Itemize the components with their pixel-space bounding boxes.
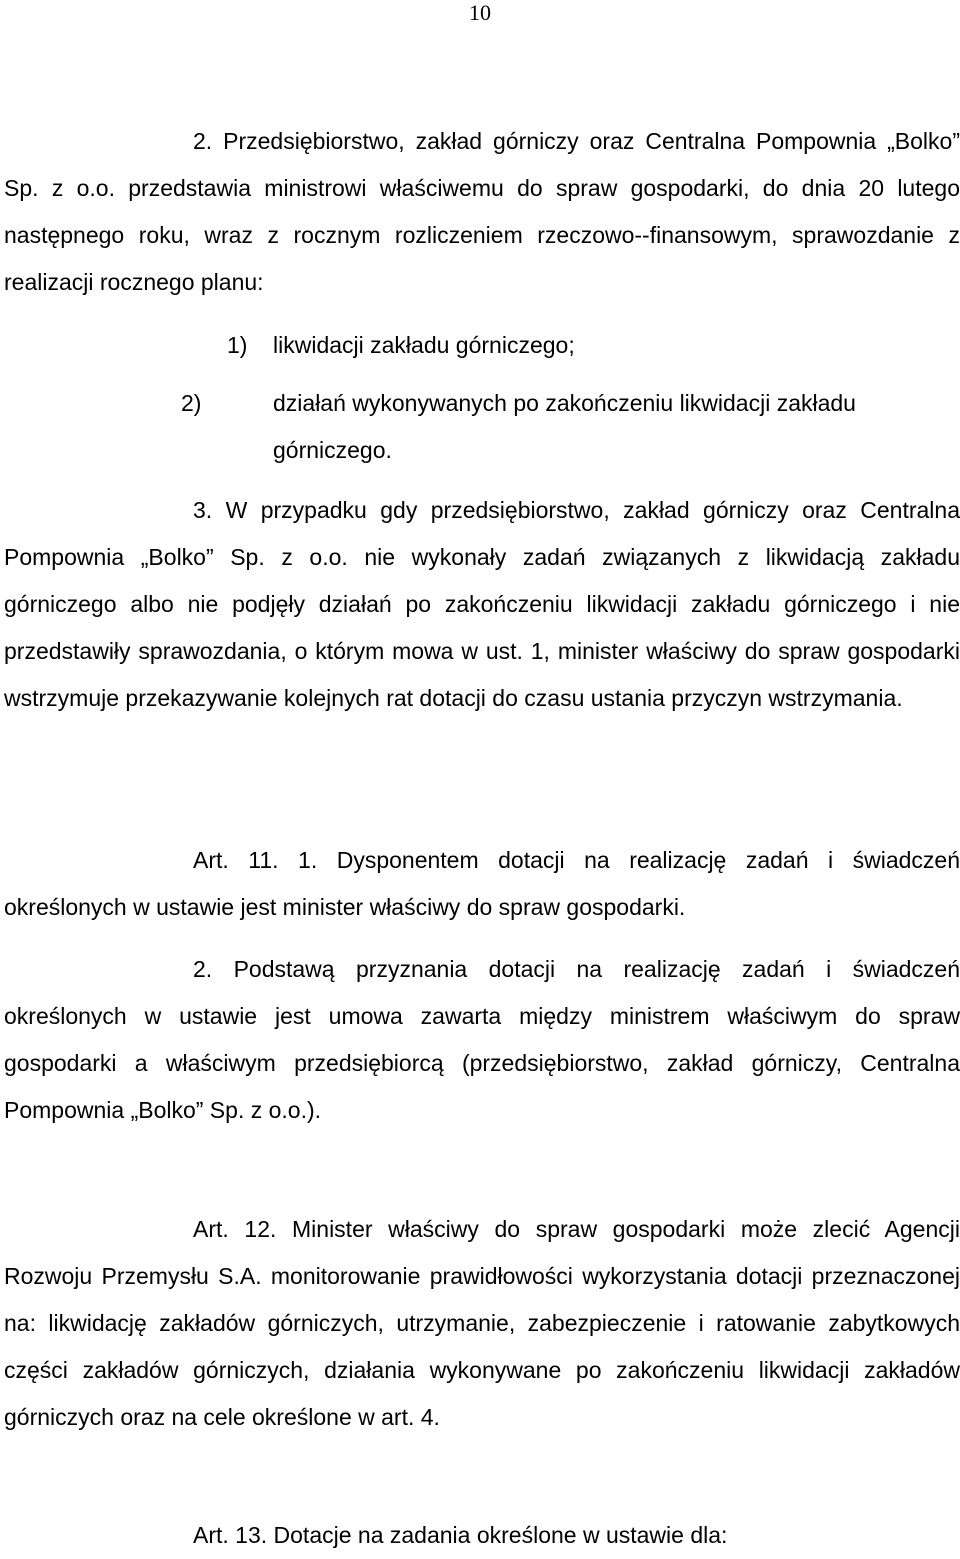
list-item-2-number: 2) <box>181 390 202 416</box>
paragraph-art11-ust2: 2. Podstawą przyznania dotacji na realizację zadań i świadczeń określonych w ustawie jest umowa zawarta między ministrem właściwym do spraw gospodarki a właściwym przedsiębiorcą (przedsiębiorstwo, zakład górniczy, Centralna Pompownia „Bolko” Sp. z o.o.). <box>4 956 960 1123</box>
paragraph-art11-ust1: Art. 11. 1. Dysponentem dotacji na realizację zadań i świadczeń określonych w ustawie jest minister właściwy do spraw gospodarki. <box>4 847 960 920</box>
list-item-2-text: działań wykonywanych po zakończeniu likwidacji zakładu górniczego. <box>273 390 856 463</box>
paragraph-art10-ust2: 2. Przedsiębiorstwo, zakład górniczy oraz Centralna Pompownia „Bolko” Sp. z o.o. przedstawia ministrowi właściwemu do spraw gospodarki, do dnia 20 lutego następnego roku, wraz z rocznym rozliczeniem rzeczowo--finansowym, sprawozdanie z realizacji rocznego planu: <box>4 128 960 295</box>
paragraph-art13: Art. 13. Dotacje na zadania określone w ustawie dla: <box>193 1522 728 1548</box>
paragraph-art10-ust3: 3. W przypadku gdy przedsiębiorstwo, zakład górniczy oraz Centralna Pompownia „Bolko” Sp. z o.o. nie wykonały zadań związanych z likwidacją zakładu górniczego albo nie podjęły działań po zakończeniu likwidacji zakładu górniczego i nie przedstawiły sprawozdania, o którym mowa w ust. 1, minister właściwy do spraw gospodarki wstrzymuje przekazywanie kolejnych rat dotacji do czasu ustania przyczyn wstrzymania. <box>4 497 960 711</box>
list-item-2 <box>181 380 960 474</box>
list-item-1-text: likwidacji zakładu górniczego; <box>273 332 575 358</box>
list-item-1 <box>227 322 960 369</box>
list-item-1-number: 1) <box>227 332 248 358</box>
paragraph-art12: Art. 12. Minister właściwy do spraw gospodarki może zlecić Agencji Rozwoju Przemysłu S.A. monitorowanie prawidłowości wykorzystania dotacji przeznaczonej na: likwidację zakładów górniczych, utrzymanie, zabezpieczenie i ratowanie zabytkowych części zakładów górniczych, działania wykonywane po zakończeniu likwidacji zakładów górniczych oraz na cele określone w art. 4. <box>4 1216 960 1430</box>
page-number: 10 <box>469 0 491 25</box>
